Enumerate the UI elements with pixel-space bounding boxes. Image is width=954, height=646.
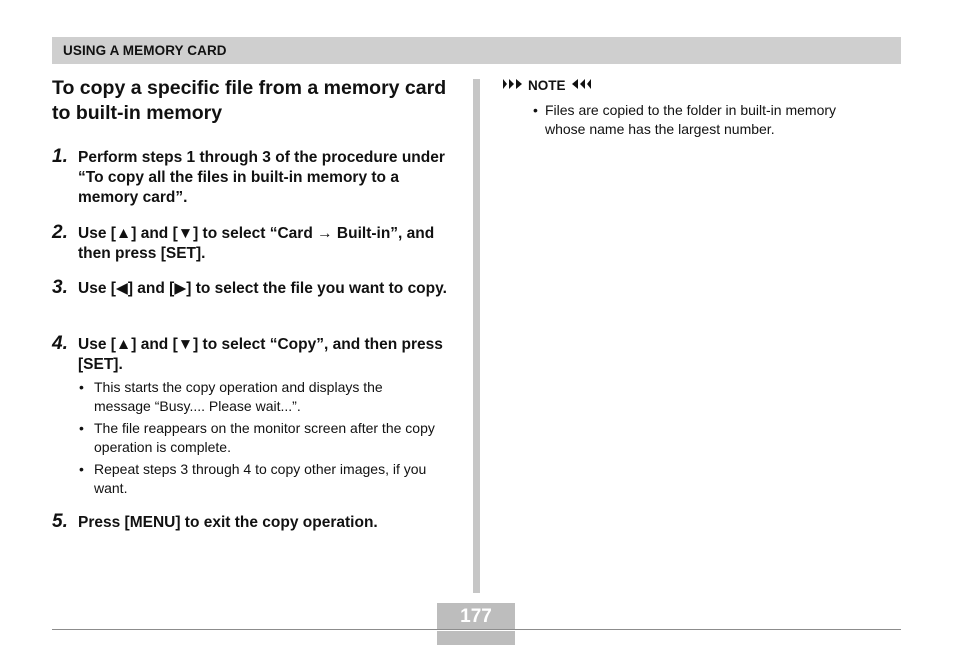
step-4-bullet-list xyxy=(78,378,438,501)
bullet-icon: • xyxy=(533,102,538,118)
list-item xyxy=(78,460,438,497)
bullet-icon: • xyxy=(79,379,84,395)
column-divider xyxy=(473,79,480,593)
step-text: Use [▲] and [▼] to select “Copy”, and then press [SET]. xyxy=(78,336,443,373)
step-number: 5. xyxy=(52,511,68,532)
step-text: Perform steps 1 through 3 of the procedure under “To copy all the files in built-in memory to a memory card”. xyxy=(78,149,445,206)
note-heading xyxy=(502,78,592,93)
list-item xyxy=(532,101,877,138)
step-number: 3. xyxy=(52,277,68,298)
bullet-text: The file reappears on the monitor screen after the copy operation is complete. xyxy=(94,420,435,455)
page-number-tab xyxy=(437,631,515,645)
page-title: To copy a specific file from a memory card to built-in memory xyxy=(52,77,447,124)
note-left-arrows-icon xyxy=(502,78,523,93)
section-title: USING A MEMORY CARD xyxy=(63,43,227,58)
bullet-icon: • xyxy=(79,420,84,436)
bullet-text: Repeat steps 3 through 4 to copy other images, if you want. xyxy=(94,461,427,496)
note-text: Files are copied to the folder in built-in memory whose name has the largest number. xyxy=(545,102,837,137)
step-2 xyxy=(52,224,462,264)
step-3 xyxy=(52,279,462,299)
step-text: Use [◀] and [▶] to select the file you want to copy. xyxy=(78,280,447,297)
list-item xyxy=(78,378,438,415)
bullet-text: This starts the copy operation and displays the message “Busy.... Please wait...”. xyxy=(94,379,383,414)
step-4 xyxy=(52,335,462,375)
bullet-icon: • xyxy=(79,461,84,477)
step-number: 2. xyxy=(52,222,68,243)
step-number: 1. xyxy=(52,146,68,167)
footer-rule xyxy=(52,629,901,630)
list-item xyxy=(78,419,438,456)
note-label: NOTE xyxy=(528,78,566,93)
step-text: Use [▲] and [▼] to select “Card → Built-in”, and then press [SET]. xyxy=(78,225,435,262)
step-number: 4. xyxy=(52,333,68,354)
section-header-bar xyxy=(52,37,901,64)
note-body xyxy=(532,101,877,142)
note-right-arrows-icon xyxy=(571,78,592,93)
step-1 xyxy=(52,148,462,208)
page-number: 177 xyxy=(437,603,515,629)
step-5 xyxy=(52,513,462,533)
step-text: Press [MENU] to exit the copy operation. xyxy=(78,514,378,531)
